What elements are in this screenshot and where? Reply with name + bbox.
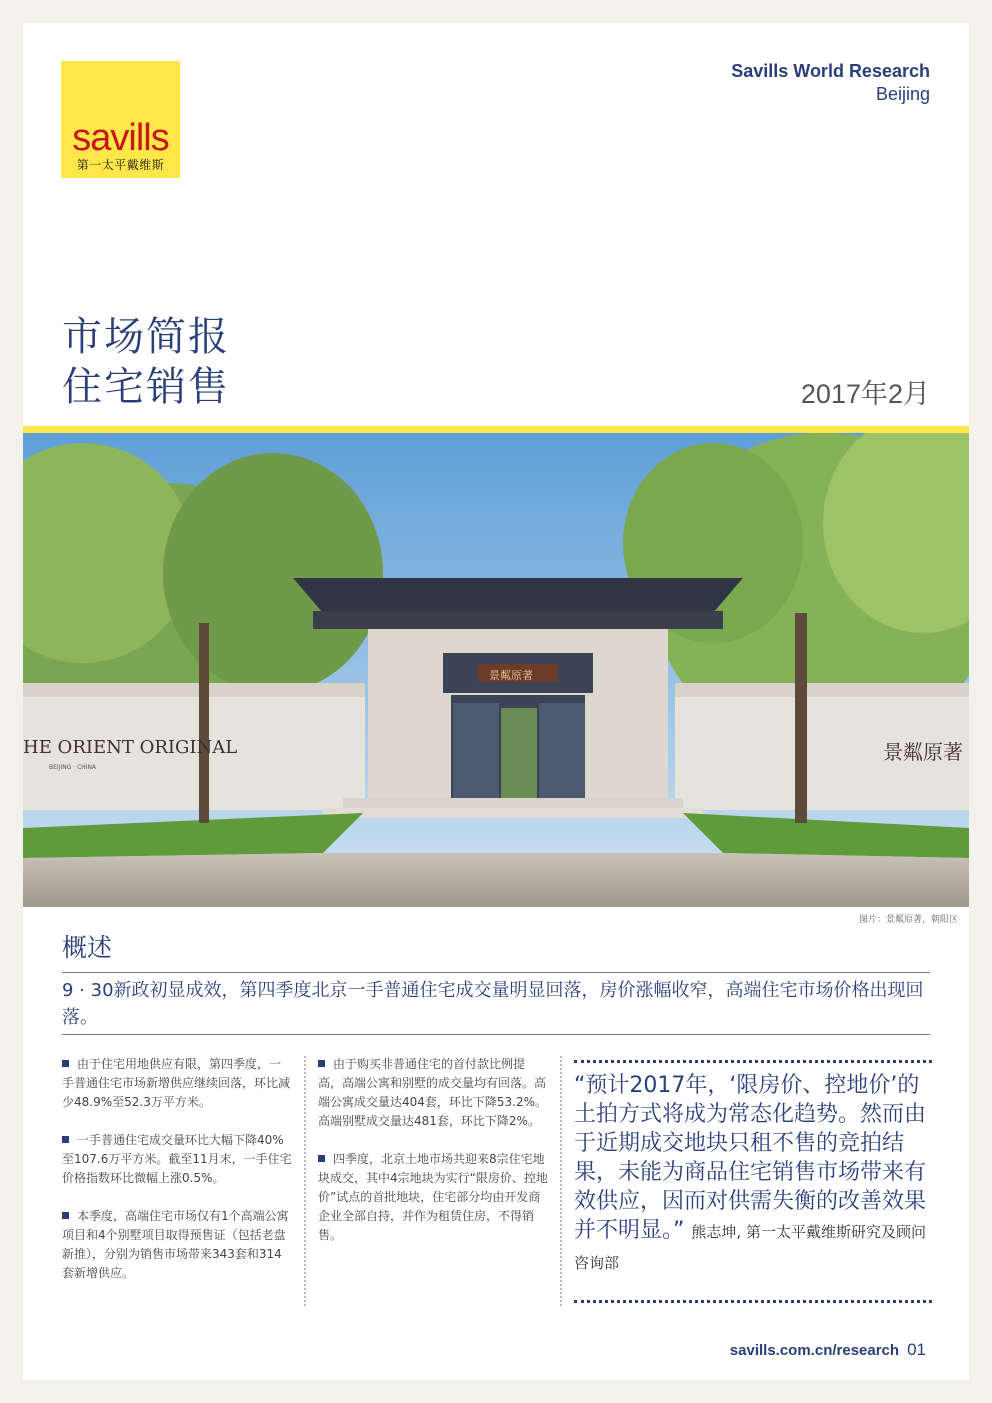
bullet-marker [62, 1136, 69, 1143]
quote-top-rule [574, 1060, 932, 1063]
photo-caption: 图片：景粼原著，朝阳区 [858, 915, 958, 925]
wall-sign-left-sub: BEIJING · CHINA [49, 764, 97, 771]
quote-text: “预计2017年，‘限房价、控地价’的土拍方式将成为常态化趋势。然而由于近期成交地块只租不售的竞拍结果，未能为商品住宅销售市场带来有效供应，因而对供需失衡的改善效果并不明显。” [574, 1073, 927, 1243]
title-line-1: 市场简报 [62, 314, 230, 360]
bullet-item [318, 1055, 548, 1131]
wall-sign-left: HE ORIENT ORIGINAL [23, 737, 238, 758]
column-2 [318, 1055, 548, 1264]
column-1 [62, 1055, 292, 1302]
page-title [62, 312, 230, 412]
overview-summary: 9 · 30新政初显成效，第四季度北京一手普通住宅成交量明显回落，房价涨幅收窄，高端住宅市场价格出现回落。 [62, 980, 924, 1028]
brand-city: Beijing [875, 84, 930, 104]
bullet-item [62, 1207, 292, 1283]
overview-top-rule [62, 972, 930, 973]
gate-plaque: 景粼原著 [489, 669, 533, 682]
bullet-marker [62, 1060, 69, 1067]
yellow-divider [23, 426, 969, 433]
report-date: 2017年2月 [800, 379, 930, 409]
bullet-text: 由于住宅用地供应有限，第四季度，一手普通住宅市场新增供应继续回落，环比减少48.9%至52.3万平方米。 [62, 1057, 291, 1109]
title-line-2: 住宅销售 [62, 364, 230, 410]
pull-quote [574, 1071, 934, 1278]
footer-url[interactable]: savills.com.cn/research [729, 1342, 900, 1359]
quote-attribution: 熊志坤, 第一太平戴维斯研究及顾问咨询部 [574, 1223, 926, 1272]
bullet-marker [62, 1212, 69, 1219]
bullet-item [62, 1055, 292, 1112]
bullet-text: 本季度，高端住宅市场仅有1个高端公寓项目和4个别墅项目取得预售证（包括老盘新推），分别为销售市场带来343套和314套新增供应。 [62, 1209, 289, 1280]
brand-name: Savills World Research [731, 61, 930, 81]
bullet-item [318, 1150, 548, 1245]
bullet-item [62, 1131, 292, 1188]
brand-block [731, 60, 930, 106]
bullet-text: 四季度，北京土地市场共迎来8宗住宅地块成交，其中4宗地块为实行“限房价、控地价”试点的首批地块，住宅部分均由开发商企业全部自持，并作为租赁住房，不得销售。 [318, 1152, 548, 1242]
cover-photo [23, 433, 969, 907]
bullet-text: 由于购买非普通住宅的首付款比例提高，高端公寓和别墅的成交量均有回落。高端公寓成交量达404套，环比下降53.2%。高端别墅成交量达481套，环比下降2%。 [318, 1057, 548, 1128]
column-divider-1 [304, 1056, 306, 1306]
savills-logo[interactable] [61, 61, 180, 178]
logo-wordmark: savills [72, 117, 169, 159]
bullet-marker [318, 1060, 325, 1067]
page-number: 01 [907, 1340, 926, 1359]
overview-heading: 概述 [62, 933, 113, 962]
quote-bottom-rule [574, 1300, 932, 1303]
logo-chinese-name: 第一太平戴维斯 [76, 158, 165, 172]
overview-bottom-rule [62, 1034, 930, 1035]
bullet-marker [318, 1155, 325, 1162]
bullet-text: 一手普通住宅成交量环比大幅下降40%至107.6万平方米。截至11月末，一手住宅价格指数环比微幅上涨0.5%。 [62, 1133, 292, 1185]
footer [730, 1340, 926, 1360]
wall-sign-right: 景粼原著 [883, 740, 963, 764]
column-divider-2 [560, 1056, 562, 1306]
